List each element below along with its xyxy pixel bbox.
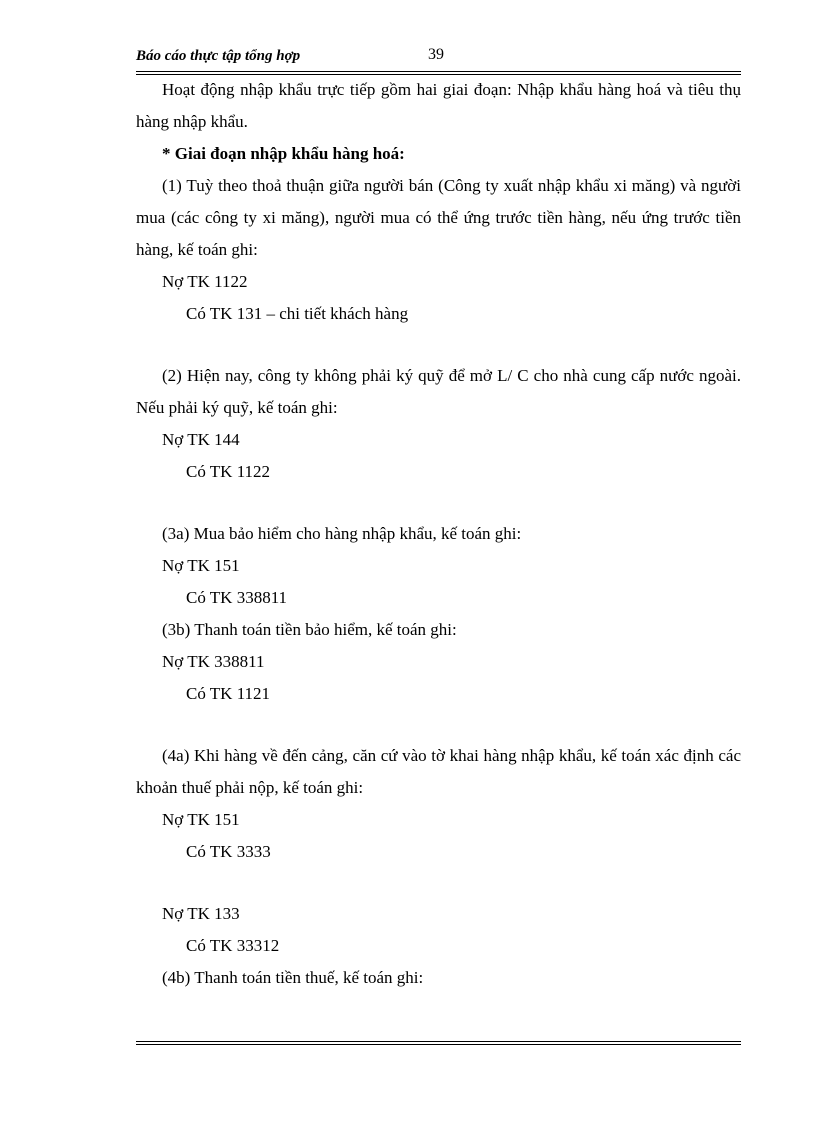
spacer bbox=[136, 868, 741, 898]
footer-rule bbox=[136, 1041, 741, 1045]
step-3b-paragraph: (3b) Thanh toán tiền bảo hiểm, kế toán ghi: bbox=[162, 620, 457, 639]
step-1-paragraph: (1) Tuỳ theo thoả thuận giữa người bán (Công ty xuất nhập khẩu xi măng) và người mua (các công ty xi măng), người mua có thể ứng trước tiền hàng, nếu ứng trước tiền hàng, kế toán ghi: bbox=[136, 176, 741, 259]
step-1-credit-entry: Có TK 131 – chi tiết khách hàng bbox=[186, 304, 409, 323]
spacer bbox=[136, 710, 741, 740]
step-3a-paragraph: (3a) Mua bảo hiểm cho hàng nhập khẩu, kế toán ghi: bbox=[162, 524, 522, 543]
step-3a-credit-entry: Có TK 338811 bbox=[186, 588, 288, 607]
step-1-debit-entry: Nợ TK 1122 bbox=[162, 272, 248, 291]
step-2-paragraph: (2) Hiện nay, công ty không phải ký quỹ để mở L/ C cho nhà cung cấp nước ngoài. Nếu phải ký quỹ, kế toán ghi: bbox=[136, 366, 741, 417]
step-2-credit-entry: Có TK 1122 bbox=[186, 462, 271, 481]
step-4a-debit-entry-2: Nợ TK 133 bbox=[162, 904, 240, 923]
stage-heading: * Giai đoạn nhập khẩu hàng hoá: bbox=[162, 144, 405, 163]
step-3b-credit-entry: Có TK 1121 bbox=[186, 684, 271, 703]
step-2-debit-entry: Nợ TK 144 bbox=[162, 430, 240, 449]
report-title: Báo cáo thực tập tổng hợp bbox=[136, 48, 301, 64]
spacer bbox=[136, 488, 741, 518]
page-number: 39 bbox=[428, 46, 444, 63]
step-4a-credit-entry-2: Có TK 33312 bbox=[186, 936, 280, 955]
page-header bbox=[136, 46, 741, 72]
page-body bbox=[136, 74, 741, 994]
intro-paragraph: Hoạt động nhập khẩu trực tiếp gồm hai giai đoạn: Nhập khẩu hàng hoá và tiêu thụ hàng nhập khẩu. bbox=[136, 80, 741, 131]
step-4a-paragraph: (4a) Khi hàng về đến cảng, căn cứ vào tờ khai hàng nhập khẩu, kế toán xác định các khoản thuế phải nộp, kế toán ghi: bbox=[136, 746, 741, 797]
step-4b-paragraph: (4b) Thanh toán tiền thuế, kế toán ghi: bbox=[162, 968, 424, 987]
step-4a-debit-entry-1: Nợ TK 151 bbox=[162, 810, 240, 829]
spacer bbox=[136, 330, 741, 360]
step-4a-credit-entry-1: Có TK 3333 bbox=[186, 842, 271, 861]
step-3b-debit-entry: Nợ TK 338811 bbox=[162, 652, 265, 671]
step-3a-debit-entry: Nợ TK 151 bbox=[162, 556, 240, 575]
